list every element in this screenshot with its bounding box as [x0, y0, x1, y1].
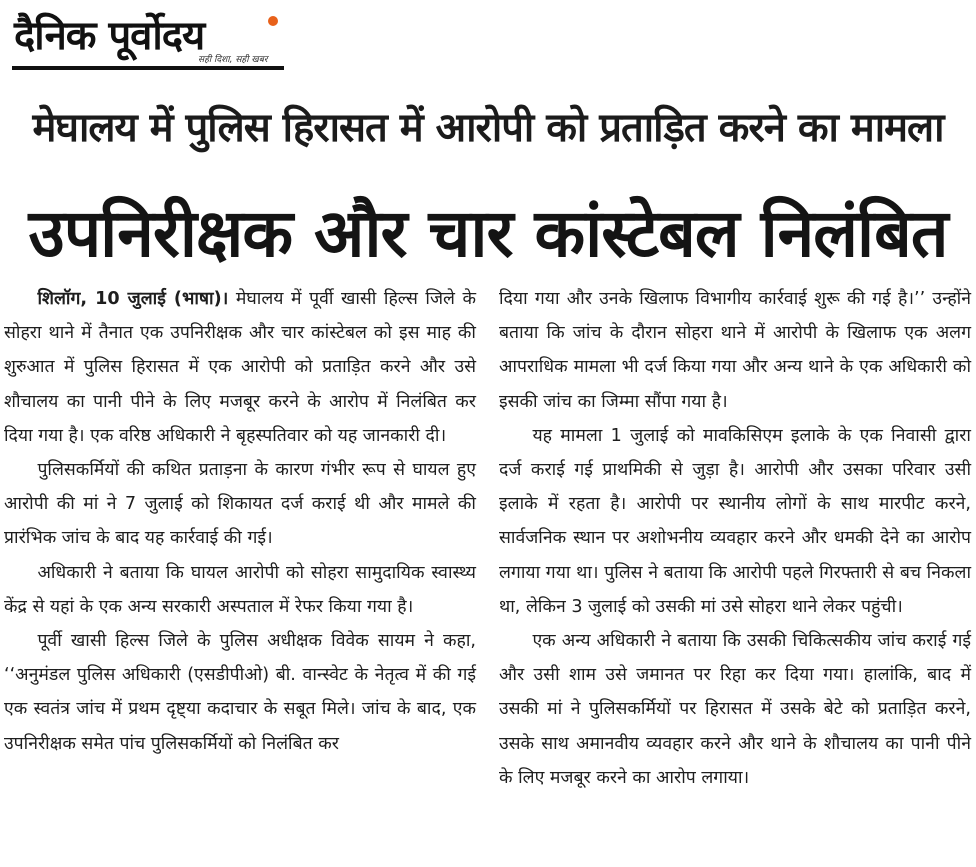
- article-paragraph: यह मामला 1 जुलाई को मावकिसिएम इलाके के एक निवासी द्वारा दर्ज कराई गई प्राथमिकी से जुड़ा है। आरोपी और उसका परिवार उसी इलाके में रहता है। आरोपी पर स्थानीय लोगों के साथ मारपीट करने, सार्वजनिक स्थान पर अशोभनीय व्यवहार करने और धमकी देने का आरोप लगाया गया था। पुलिस ने बताया कि आरोपी पहले गिरफ्तारी से बच निकला था, लेकिन 3 जुलाई को उसकी मां उसे सोहरा थाने लेकर पहुंची।: [499, 425, 971, 617]
- article-paragraph-continued: दिया गया और उनके खिलाफ विभागीय कार्रवाई शुरू की गई है।’’ उन्होंने बताया कि जांच के दौरान सोहरा थाने में आरोपी के खिलाफ एक अलग आपराधिक मामला भी दर्ज किया गया और अन्य थाने के एक अधिकारी को इसकी जांच का जिम्मा सौंपा गया है।: [499, 289, 971, 412]
- article-paragraph: एक अन्य अधिकारी ने बताया कि उसकी चिकित्सकीय जांच कराई गई और उसी शाम उसे जमानत पर रिहा कर दिया गया। हालांकि, बाद में उसकी मां ने पुलिसकर्मियों पर हिरासत में उसके बेटे को प्रताड़ित करने, उसके साथ अमानवीय व्यवहार करने और थाने के शौचालय का पानी पीने के लिए मजबूर करने का आरोप लगाया।: [499, 631, 971, 788]
- article-paragraph-text: मेघालय में पूर्वी खासी हिल्स जिले के सोहरा थाने में तैनात एक उपनिरीक्षक और चार कांस्टेबल को इस माह की शुरुआत में पुलिस हिरासत में एक आरोपी को प्रताड़ित करने और उसे शौचालय का पानी पीने के लिए मजबूर करने के आरोप में निलंबित कर दिया गया है। एक वरिष्ठ अधिकारी ने बृहस्पतिवार को यह जानकारी दी।: [4, 289, 476, 446]
- article-paragraph: अधिकारी ने बताया कि घायल आरोपी को सोहरा सामुदायिक स्वास्थ्य केंद्र से यहां के एक अन्य सरकारी अस्पताल में रेफर किया गया है।: [4, 562, 476, 617]
- article-kicker: मेघालय में पुलिस हिरासत में आरोपी को प्रताड़ित करने का मामला: [32, 105, 944, 151]
- article-column-left: [4, 282, 476, 761]
- logo-dot-icon: [268, 16, 278, 26]
- masthead: [12, 6, 292, 72]
- masthead-tagline: सही दिशा, सही खबर: [198, 55, 268, 65]
- article-headline: उपनिरीक्षक और चार कांस्टेबल निलंबित: [28, 195, 948, 272]
- newspaper-logo: दैनिक पूर्वोदय: [14, 13, 205, 59]
- masthead-rule: [12, 66, 284, 70]
- article-paragraph: पूर्वी खासी हिल्स जिले के पुलिस अधीक्षक विवेक सायम ने कहा, ‘‘अनुमंडल पुलिस अधिकारी (एसडीपीओ) बी. वान्स्वेट के नेतृत्व में की गई एक स्वतंत्र जांच में प्रथम दृष्ट्या कदाचार के सबूत मिले। जांच के बाद, एक उपनिरीक्षक समेत पांच पुलिसकर्मियों को निलंबित कर: [4, 631, 476, 754]
- article-paragraph: पुलिसकर्मियों की कथित प्रताड़ना के कारण गंभीर रूप से घायल हुए आरोपी की मां ने 7 जुलाई को शिकायत दर्ज कराई थी और मामले की प्रारंभिक जांच के बाद यह कार्रवाई की गई।: [4, 460, 476, 549]
- article-paragraph: [4, 282, 476, 453]
- article-column-right: [499, 282, 971, 795]
- article-dateline: शिलॉग, 10 जुलाई (भाषा)।: [37, 289, 229, 309]
